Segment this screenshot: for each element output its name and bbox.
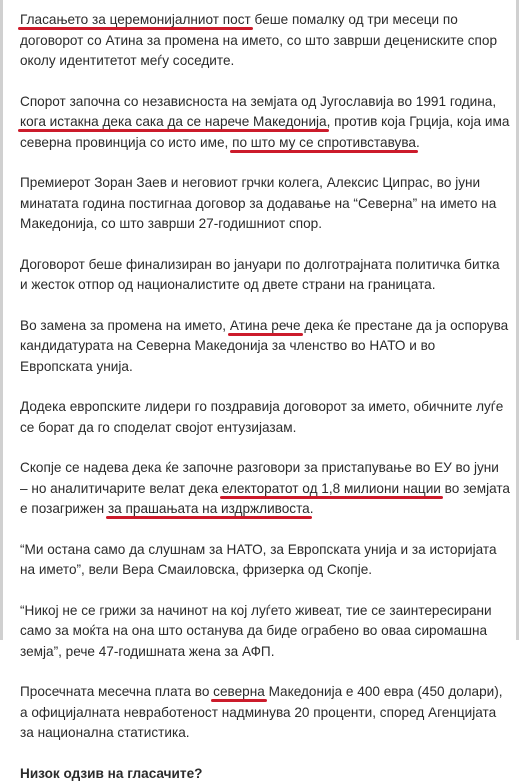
section-heading: Низок одзив на гласачите? (20, 764, 510, 784)
highlight: за прашањата на издржливоста (108, 501, 310, 516)
text: дека ќе престане да ја оспорува кандидатурата на Северна Македонија за членство во НАТО и во Европската унија. (20, 318, 508, 374)
paragraph-4: Договорот беше финализиран во јануари по долготрајната политичка битка и жесток отпор од националистите од двете страни на границата. (20, 255, 510, 296)
highlight: кога истакна дека сака да се нарече Македонија (20, 114, 327, 129)
text: . (416, 135, 420, 150)
paragraph-8: “Ми остана само да слушнам за НАТО, за Европската унија и за историјата на името”, вели Вера Смаиловска, фризерка од Скопје. (20, 540, 510, 581)
paragraph-7 (20, 458, 510, 520)
highlight: по што му се спротивставува (232, 135, 416, 150)
text: . (310, 501, 314, 516)
text: во земјата е позагрижен (20, 481, 510, 517)
text: Скопје се надева дека ќе започне разговори за пристапување во ЕУ во јуни – но аналитичарите велат дека (20, 460, 499, 496)
highlight: Гласањето за церемонијалниот пост (20, 12, 251, 27)
text: Просечната месечна плата во (20, 684, 213, 699)
article-body (20, 10, 510, 784)
text: , против која Грција, која има северна провинција со исто име, (20, 114, 509, 150)
paragraph-5 (20, 316, 510, 378)
paragraph-2 (20, 92, 510, 154)
highlight: електоратот од 1,8 милиони нации (222, 481, 441, 496)
paragraph-9: “Никој не се грижи за начинот на кој луѓето живеат, тие се заинтересирани само за моќта на она што останува да биде ограбено во оваа сиромашна земја”, рече 47-годишната жена за АФП. (20, 601, 510, 663)
text: беше помалку од три месеци по договорот со Атина за промена на името, со што заврши децениските спор околу идентитетот меѓу соседите. (20, 12, 497, 68)
text: Македонија е 400 евра (450 долари), а официјалната невработеност надминува 20 проценти, според Агенцијата за национална статистика. (20, 684, 503, 740)
paragraph-3: Премиерот Зоран Заев и неговиот грчки колега, Алексис Ципрас, во јуни минатата година постигнаа договор за додавање на “Северна” на името на Македонија, со што заврши 27-годишниот спор. (20, 173, 510, 235)
left-border (0, 0, 3, 640)
text: Спорот започна со независноста на земјата од Југославија во 1991 година, (20, 94, 496, 109)
text: Во замена за промена на името, (20, 318, 230, 333)
paragraph-10 (20, 682, 510, 744)
paragraph-6: Додека европските лидери го поздравија договорот за името, обичните луѓе се борат да го споделат својот ентузијазам. (20, 397, 510, 438)
highlight: Атина рече (230, 318, 301, 333)
paragraph-1 (20, 10, 510, 72)
highlight: северна (213, 684, 265, 699)
